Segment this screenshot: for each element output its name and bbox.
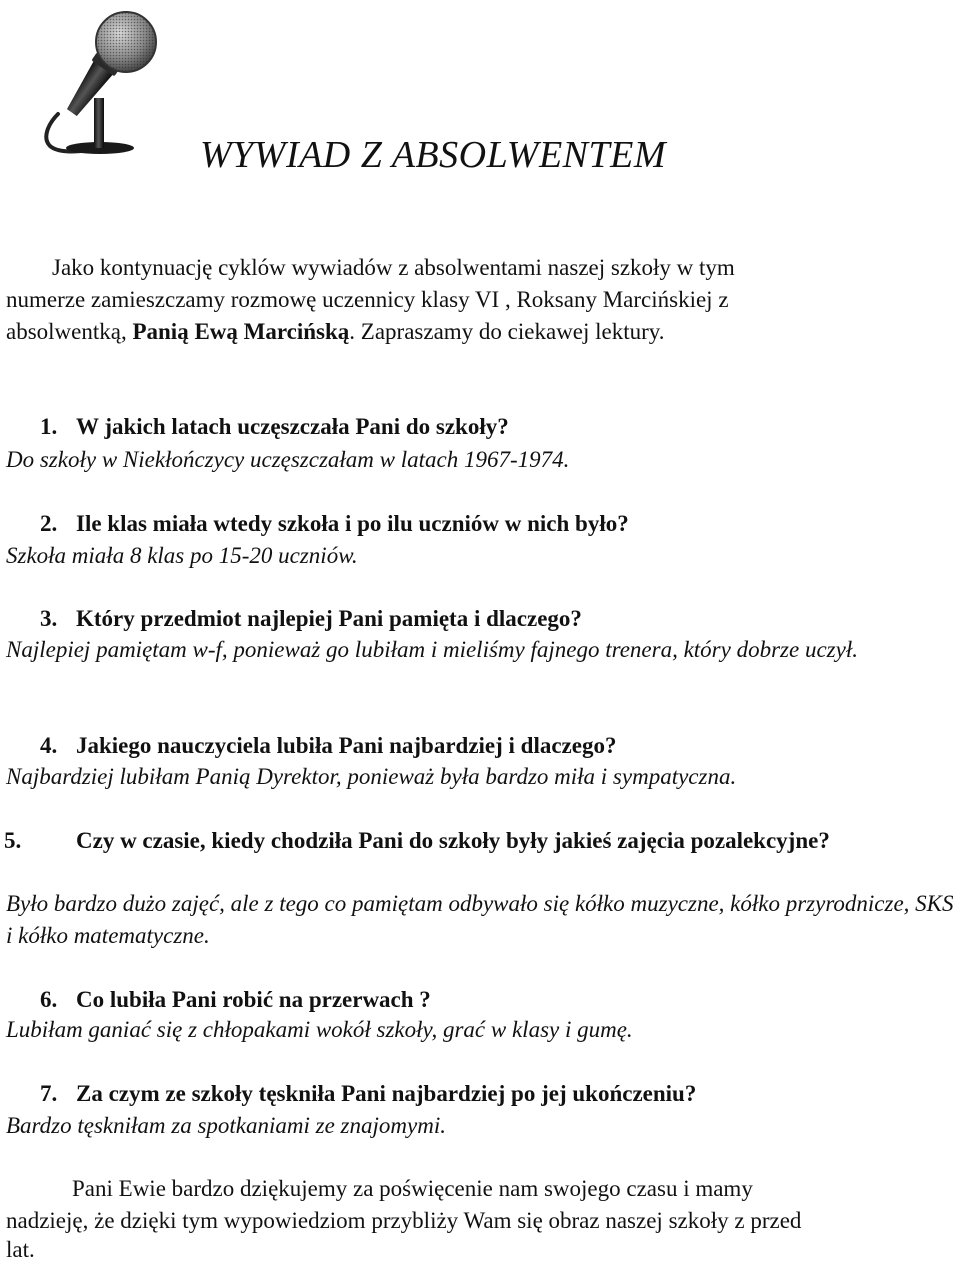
question-5: 5. Czy w czasie, kiedy chodziła Pani do szkoły były jakieś zajęcia pozalekcyjne? <box>4 828 830 853</box>
question-7: 7. Za czym ze szkoły tęskniła Pani najbardziej po jej ukończeniu? <box>40 1081 697 1106</box>
question-4: 4. Jakiego nauczyciela lubiła Pani najbardziej i dlaczego? <box>40 733 617 758</box>
answer-5: Było bardzo dużo zajęć, ale z tego co pamiętam odbywało się kółko muzyczne, kółko przyrodnicze, SKS i kółko matematyczne. <box>6 891 954 948</box>
answer-2: Szkoła miała 8 klas po 15-20 uczniów. <box>6 543 358 568</box>
answer-4: Najbardziej lubiłam Panią Dyrektor, ponieważ była bardzo miła i sympatyczna. <box>6 764 737 789</box>
page-title: WYWIAD Z ABSOLWENTEM <box>200 134 666 176</box>
answer-1: Do szkoły w Niekłończycy uczęszczałam w latach 1967-1974. <box>6 447 570 472</box>
interviewee-name: Panią Ewą Marcińską <box>132 319 350 344</box>
intro-line-1: Jako kontynuację cyklów wywiadów z absolwentami naszej szkoły w tym <box>52 255 735 280</box>
closing-line-1: Pani Ewie bardzo dziękujemy za poświęcenie nam swojego czasu i mamy <box>72 1176 753 1201</box>
closing-line-3: lat. <box>6 1237 35 1262</box>
answer-6: Lubiłam ganiać się z chłopakami wokół szkoły, grać w klasy i gumę. <box>6 1017 633 1042</box>
question-3: 3. Który przedmiot najlepiej Pani pamięta i dlaczego? <box>40 606 582 631</box>
question-2: 2. Ile klas miała wtedy szkoła i po ilu uczniów w nich było? <box>40 511 629 536</box>
microphone-icon <box>28 6 158 156</box>
closing-line-2: nadzieję, że dzięki tym wypowiedziom przybliży Wam się obraz naszej szkoły z przed <box>6 1208 802 1233</box>
question-1: 1. W jakich latach uczęszczała Pani do szkoły? <box>40 414 509 439</box>
answer-7: Bardzo tęskniłam za spotkaniami ze znajomymi. <box>6 1113 446 1138</box>
intro-line-2: numerze zamieszczamy rozmowę uczennicy klasy VI , Roksany Marcińskiej z <box>6 287 729 312</box>
answer-3: Najlepiej pamiętam w-f, ponieważ go lubiłam i mieliśmy fajnego trenera, który dobrze uczył. <box>6 637 858 662</box>
intro-line-3: absolwentką, Panią Ewą Marcińską. Zapraszamy do ciekawej lektury. <box>6 319 665 344</box>
question-6: 6. Co lubiła Pani robić na przerwach ? <box>40 987 431 1012</box>
